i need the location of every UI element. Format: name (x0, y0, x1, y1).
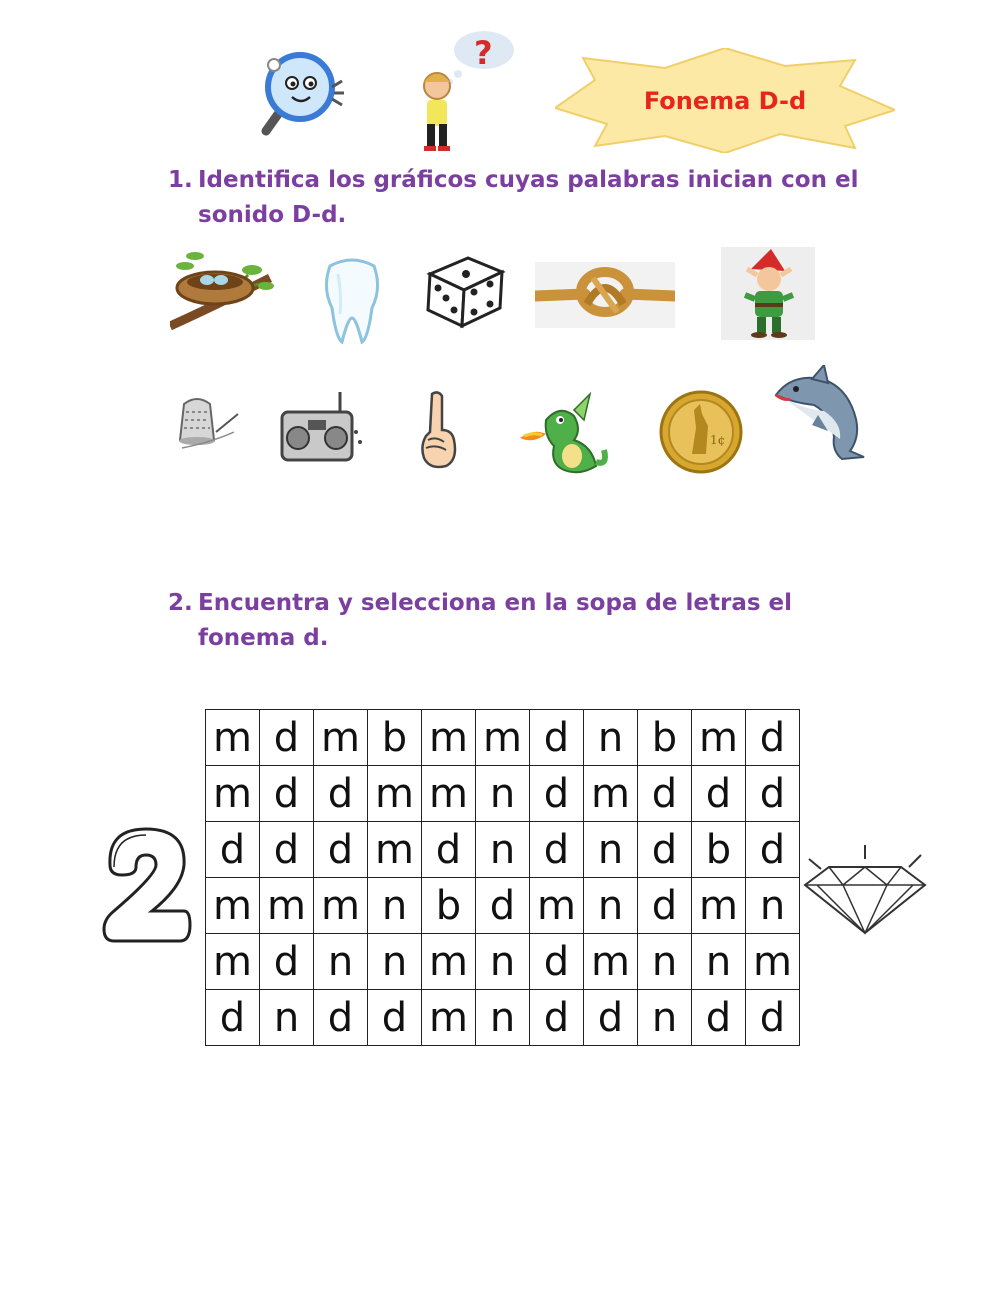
word-search-cell[interactable]: d (260, 766, 314, 822)
word-search-cell[interactable]: d (422, 822, 476, 878)
word-search-cell[interactable]: d (638, 822, 692, 878)
word-search-cell[interactable]: m (530, 878, 584, 934)
instruction-2 (168, 586, 868, 656)
word-search-cell[interactable]: m (692, 878, 746, 934)
word-search-row (206, 710, 800, 766)
word-search-cell[interactable]: d (314, 766, 368, 822)
word-search-row (206, 878, 800, 934)
word-search-cell[interactable]: m (422, 990, 476, 1046)
word-search-cell[interactable]: n (638, 990, 692, 1046)
word-search-cell[interactable]: m (314, 710, 368, 766)
word-search-cell[interactable]: d (530, 766, 584, 822)
svg-text:1¢: 1¢ (710, 433, 726, 447)
instruction-2-number: 2. (168, 590, 193, 616)
word-search-cell[interactable]: d (206, 990, 260, 1046)
word-search-cell[interactable]: n (584, 822, 638, 878)
nest-icon[interactable] (170, 248, 275, 336)
finger-icon[interactable] (418, 390, 460, 470)
word-search-cell[interactable]: d (260, 822, 314, 878)
thimble-icon[interactable] (172, 392, 242, 454)
thinking-girl-icon (412, 28, 517, 153)
word-search-cell[interactable]: m (206, 766, 260, 822)
word-search-cell[interactable]: d (746, 822, 800, 878)
radio-icon[interactable] (280, 390, 364, 464)
word-search-cell[interactable]: d (530, 934, 584, 990)
word-search-cell[interactable]: d (530, 990, 584, 1046)
dolphin-icon[interactable] (772, 365, 868, 461)
word-search-cell[interactable]: b (692, 822, 746, 878)
instruction-1 (168, 163, 868, 233)
word-search-cell[interactable]: d (692, 766, 746, 822)
word-search-cell[interactable]: d (260, 934, 314, 990)
tooth-icon[interactable] (322, 258, 382, 344)
word-search-cell[interactable]: m (206, 934, 260, 990)
knot-icon[interactable] (535, 262, 675, 328)
word-search-cell[interactable]: m (314, 878, 368, 934)
word-search-cell[interactable]: d (692, 990, 746, 1046)
word-search-cell[interactable]: n (584, 878, 638, 934)
word-search-cell[interactable]: n (368, 934, 422, 990)
word-search-cell[interactable]: n (368, 878, 422, 934)
word-search-cell[interactable]: m (584, 766, 638, 822)
word-search-cell[interactable]: b (638, 710, 692, 766)
word-search-cell[interactable]: n (584, 710, 638, 766)
word-search-cell[interactable]: n (476, 822, 530, 878)
word-search-cell[interactable]: m (422, 934, 476, 990)
word-search-cell[interactable]: d (746, 990, 800, 1046)
word-search-cell[interactable]: d (476, 878, 530, 934)
dragon-icon[interactable] (520, 390, 610, 478)
word-search-cell[interactable]: n (314, 934, 368, 990)
instruction-1-text: Identifica los gráficos cuyas palabras inician con el sonido D-d. (198, 167, 859, 228)
word-search-cell[interactable]: m (746, 934, 800, 990)
word-search-cell[interactable]: m (476, 710, 530, 766)
word-search-cell[interactable]: d (260, 710, 314, 766)
word-search-grid (205, 709, 800, 1046)
dice-icon[interactable] (424, 252, 506, 330)
word-search-cell[interactable]: d (746, 710, 800, 766)
word-search-cell[interactable]: d (638, 766, 692, 822)
word-search-row (206, 990, 800, 1046)
page-title: Fonema D-d (643, 86, 807, 115)
word-search-cell[interactable]: m (422, 710, 476, 766)
word-search-cell[interactable]: m (206, 878, 260, 934)
word-search-cell[interactable]: n (476, 766, 530, 822)
svg-text:?: ? (474, 34, 493, 72)
word-search-cell[interactable]: b (422, 878, 476, 934)
diamond-icon (803, 845, 927, 935)
word-search-cell[interactable]: d (314, 822, 368, 878)
word-search-cell[interactable]: m (692, 710, 746, 766)
word-search-row (206, 822, 800, 878)
instruction-1-number: 1. (168, 167, 193, 193)
word-search-cell[interactable]: m (368, 766, 422, 822)
elf-icon[interactable] (721, 247, 815, 340)
word-search-cell[interactable]: d (206, 822, 260, 878)
word-search-cell[interactable]: n (692, 934, 746, 990)
number-two-icon (100, 825, 192, 947)
word-search-cell[interactable]: n (260, 990, 314, 1046)
word-search-cell[interactable]: m (422, 766, 476, 822)
word-search-cell[interactable]: d (530, 822, 584, 878)
word-search-cell[interactable]: d (638, 878, 692, 934)
word-search-cell[interactable]: m (584, 934, 638, 990)
coin-icon[interactable] (658, 390, 744, 474)
word-search-row (206, 934, 800, 990)
instruction-2-text: Encuentra y selecciona en la sopa de letras el fonema d. (198, 590, 793, 651)
word-search-cell[interactable]: n (476, 934, 530, 990)
word-search-cell[interactable]: d (746, 766, 800, 822)
magnifier-character-icon (248, 45, 348, 140)
word-search-cell[interactable]: n (746, 878, 800, 934)
word-search-cell[interactable]: d (314, 990, 368, 1046)
word-search-cell[interactable]: n (476, 990, 530, 1046)
word-search-cell[interactable]: d (584, 990, 638, 1046)
word-search-cell[interactable]: n (638, 934, 692, 990)
word-search-cell[interactable]: b (368, 710, 422, 766)
word-search-row (206, 766, 800, 822)
word-search-cell[interactable]: m (260, 878, 314, 934)
word-search-cell[interactable]: d (530, 710, 584, 766)
word-search-cell[interactable]: m (368, 822, 422, 878)
word-search-cell[interactable]: d (368, 990, 422, 1046)
word-search-cell[interactable]: m (206, 710, 260, 766)
